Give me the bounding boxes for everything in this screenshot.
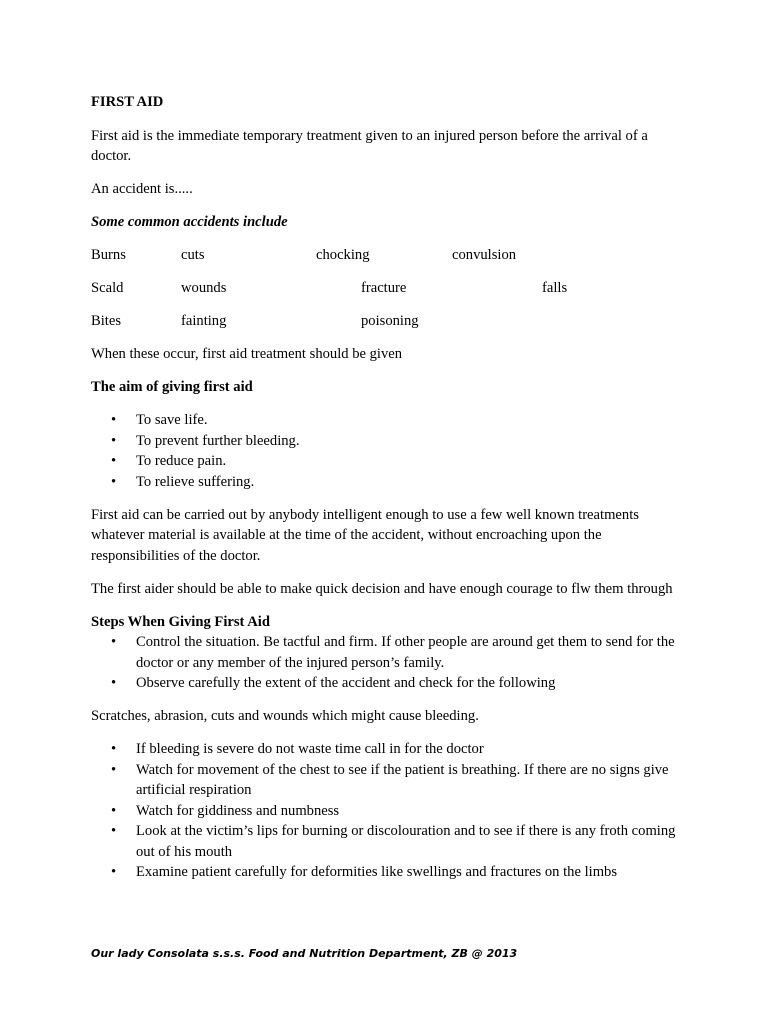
accident-item: Bites	[91, 313, 121, 329]
accident-item: fracture	[361, 280, 407, 296]
checks-list	[91, 739, 681, 883]
accident-item: fainting	[181, 313, 227, 329]
bullet-icon: •	[111, 761, 117, 778]
bullet-icon: •	[111, 864, 117, 880]
bullet-icon: •	[111, 741, 117, 757]
bullet-icon: •	[111, 432, 117, 449]
accident-row	[91, 245, 681, 266]
list-item: • Watch for giddiness and numbness	[91, 801, 681, 822]
first-aider-paragraph: The first aider should be able to make quick decision and have enough courage to flw them through	[91, 580, 673, 597]
bullet-icon: •	[111, 823, 117, 839]
list-item: • To save life.	[91, 410, 681, 431]
list-item: • Look at the victim’s lips for burning or discolouration and to see if there is any froth coming out of his mouth	[111, 823, 676, 860]
bullet-icon: •	[111, 634, 117, 650]
page-footer: Our lady Consolata s.s.s. Food and Nutrition Department, ZB @ 2013	[91, 947, 518, 960]
accident-item: Burns	[91, 247, 126, 263]
bullet-icon: •	[111, 473, 117, 490]
bullet-icon: •	[111, 412, 117, 428]
list-item: • Observe carefully the extent of the accident and check for the following	[91, 673, 681, 694]
aim-heading: The aim of giving first aid	[91, 379, 253, 395]
accident-definition: An accident is.....	[91, 181, 193, 197]
when-occur-paragraph: When these occur, first aid treatment should be given	[91, 346, 403, 362]
bullet-icon: •	[111, 802, 117, 819]
bullet-icon: •	[111, 453, 117, 469]
list-item: • If bleeding is severe do not waste time call in for the doctor	[91, 739, 681, 760]
scratches-paragraph: Scratches, abrasion, cuts and wounds which might cause bleeding.	[91, 708, 479, 724]
list-item: • Watch for movement of the chest to see if the patient is breathing. If there are no signs give artificial respiration	[111, 761, 669, 798]
anybody-paragraph: First aid can be carried out by anybody intelligent enough to use a few well known treatments whatever material is available at the time of the accident, without encroaching upon the responsibilities of the doctor.	[91, 506, 639, 564]
accident-item: falls	[542, 280, 568, 296]
accident-item: chocking	[316, 247, 370, 263]
bullet-icon: •	[111, 675, 117, 691]
aims-list	[91, 410, 681, 492]
document-title: FIRST AID	[91, 94, 164, 110]
document-body	[91, 92, 681, 895]
accident-row	[91, 311, 681, 332]
steps-heading: Steps When Giving First Aid	[91, 613, 270, 630]
accident-item: convulsion	[452, 247, 517, 263]
list-item: • To prevent further bleeding.	[91, 431, 681, 452]
list-item: • To reduce pain.	[91, 451, 681, 472]
list-item: • To relieve suffering.	[91, 472, 681, 493]
list-item: • Examine patient carefully for deformities like swellings and fractures on the limbs	[91, 862, 681, 883]
accident-item: wounds	[181, 280, 227, 296]
accidents-heading: Some common accidents include	[91, 214, 288, 230]
intro-paragraph: First aid is the immediate temporary treatment given to an injured person before the arrival of a doctor.	[91, 127, 648, 164]
accident-item: Scald	[91, 280, 124, 296]
accident-item: poisoning	[361, 313, 419, 329]
list-item: • Control the situation. Be tactful and firm. If other people are around get them to send for the doctor or any member of the injured person’s family.	[111, 634, 675, 671]
steps-list	[91, 632, 681, 694]
accident-row	[91, 278, 681, 299]
accident-item: cuts	[181, 247, 205, 263]
